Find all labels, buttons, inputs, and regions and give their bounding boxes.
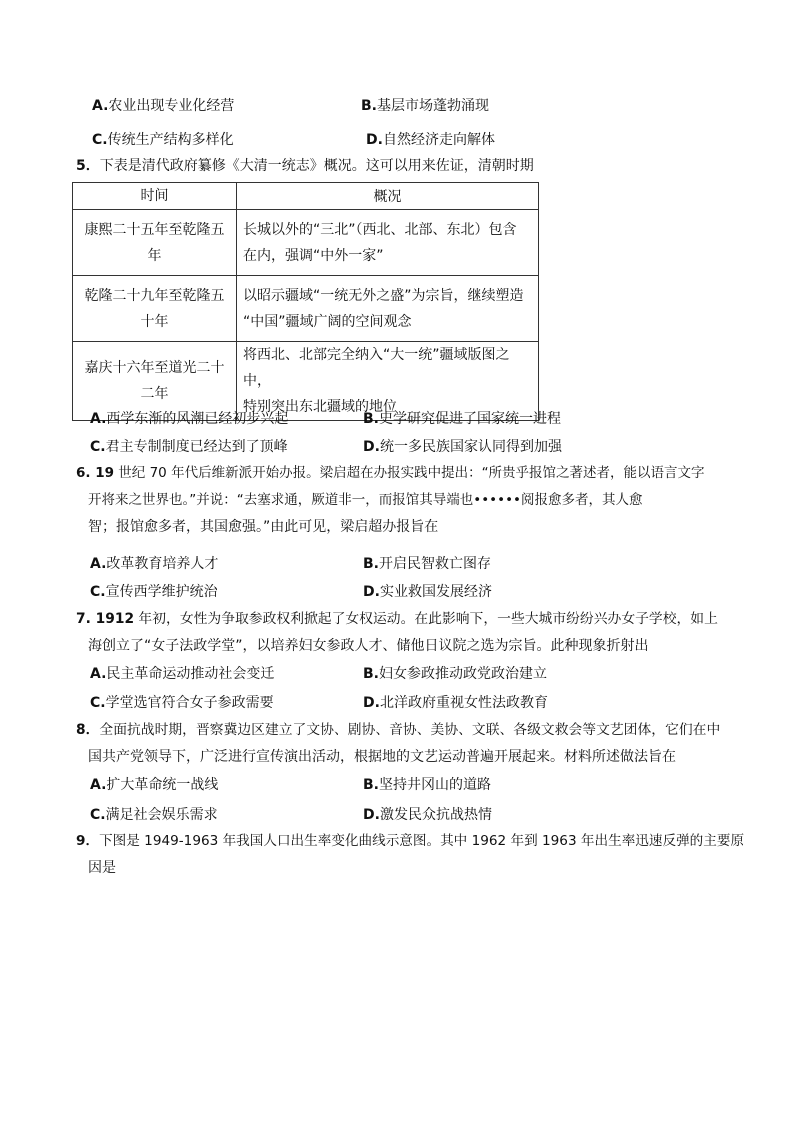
q7-option-c: C.学堂选官符合女子参政需要 — [90, 695, 274, 711]
cell-desc: 将西北、北部完全纳入“大一统”疆域版图之中， — [243, 347, 510, 389]
cell-desc: 以昭示疆域“一统无外之盛”为宗旨，继续塑造 — [243, 287, 524, 304]
q8-option-d: D.激发民众抗战热情 — [363, 807, 492, 823]
cell-desc: 特别突出东北疆域的地位 — [243, 399, 397, 415]
q6-stem-line3: 智；报馆愈多者，其国愈强。”由此可见，梁启超办报旨在 — [88, 519, 439, 535]
q5-option-a: A.西学东渐的风潮已经初步兴起 — [90, 411, 289, 427]
cell-time: 嘉庆十六年至道光二十 — [84, 360, 225, 376]
q8-stem-line2: 国共产党领导下，广泛进行宣传演出活动，根据地的文艺运动普遍开展起来。材料所述做法旨在 — [88, 749, 676, 765]
q7-option-b: B.妇女参政推动政党政治建立 — [363, 666, 547, 682]
q6-option-a: A.改革教育培养人才 — [90, 556, 219, 572]
table-header-time: 时间 — [73, 183, 237, 210]
q8-option-c: C.满足社会娱乐需求 — [90, 807, 218, 823]
cell-time: 十年 — [140, 313, 169, 330]
table-row — [73, 342, 539, 421]
q4-option-c: C.传统生产结构多样化 — [92, 132, 234, 148]
q6-option-d: D.实业救国发展经济 — [363, 584, 492, 600]
cell-time: 乾隆二十九年至乾隆五 — [84, 287, 225, 304]
q5-option-d: D.统一多民族国家认同得到加强 — [363, 439, 562, 455]
table-row — [73, 276, 539, 342]
q9-stem-line1: 9．下图是 1949-1963 年我国人口出生率变化曲线示意图。其中 1962 年到 1963 年出生率迅速反弹的主要原 — [76, 833, 745, 849]
table-header-desc: 概况 — [237, 183, 539, 210]
q4-option-a: A.农业出现专业化经营 — [92, 98, 235, 114]
q5-stem: 5．下表是清代政府纂修《大清一统志》概况。这可以用来佐证，清朝时期 — [76, 158, 534, 174]
q9-stem-line2: 因是 — [88, 860, 116, 876]
q7-option-a: A.民主革命运动推动社会变迁 — [90, 666, 275, 682]
cell-time: 年 — [147, 247, 162, 264]
q4-option-d: D.自然经济走向解体 — [366, 132, 495, 148]
q4-option-b: B.基层市场蓬勃涌现 — [361, 98, 489, 114]
q8-stem-line1: 8．全面抗战时期，晋察冀边区建立了文协、剧协、音协、美协、文联、各级文救会等文艺团体，它们在中 — [76, 722, 721, 738]
q8-option-b: B.坚持井冈山的道路 — [363, 777, 491, 793]
q6-stem-line1: 6. 19 世纪 70 年代后维新派开始办报。梁启超在办报实践中提出：“所贵乎报馆之著述者，能以语言文字 — [76, 465, 705, 481]
q5-option-c: C.君主专制制度已经达到了顶峰 — [90, 439, 288, 455]
q6-option-c: C.宣传西学维护统治 — [90, 584, 218, 600]
q5-option-b: B.史学研究促进了国家统一进程 — [363, 411, 561, 427]
cell-desc: 长城以外的“三北”（西北、北部、东北）包含 — [243, 221, 517, 238]
q6-option-b: B.开启民智救亡图存 — [363, 556, 491, 572]
q5-table — [72, 182, 539, 421]
table-row — [73, 210, 539, 276]
cell-desc: “中国”疆域广阔的空间观念 — [243, 313, 412, 330]
cell-time: 二年 — [140, 386, 169, 402]
q7-stem-line1: 7. 1912 年初，女性为争取参政权利掀起了女权运动。在此影响下，一些大城市纷纷兴办女子学校，如上 — [76, 611, 718, 627]
cell-time: 康熙二十五年至乾隆五 — [84, 221, 225, 238]
q7-option-d: D.北洋政府重视女性法政教育 — [363, 695, 548, 711]
q8-option-a: A.扩大革命统一战线 — [90, 777, 219, 793]
q7-stem-line2: 海创立了“女子法政学堂”，以培养妇女参政人才、储他日议院之选为宗旨。此种现象折射出 — [88, 638, 649, 654]
q6-stem-line2: 开将来之世界也。”并说：“去塞求通，厥道非一，而报馆其导端也••••••阅报愈多者，其人愈 — [88, 492, 643, 508]
cell-desc: 在内，强调“中外一家” — [243, 247, 384, 264]
